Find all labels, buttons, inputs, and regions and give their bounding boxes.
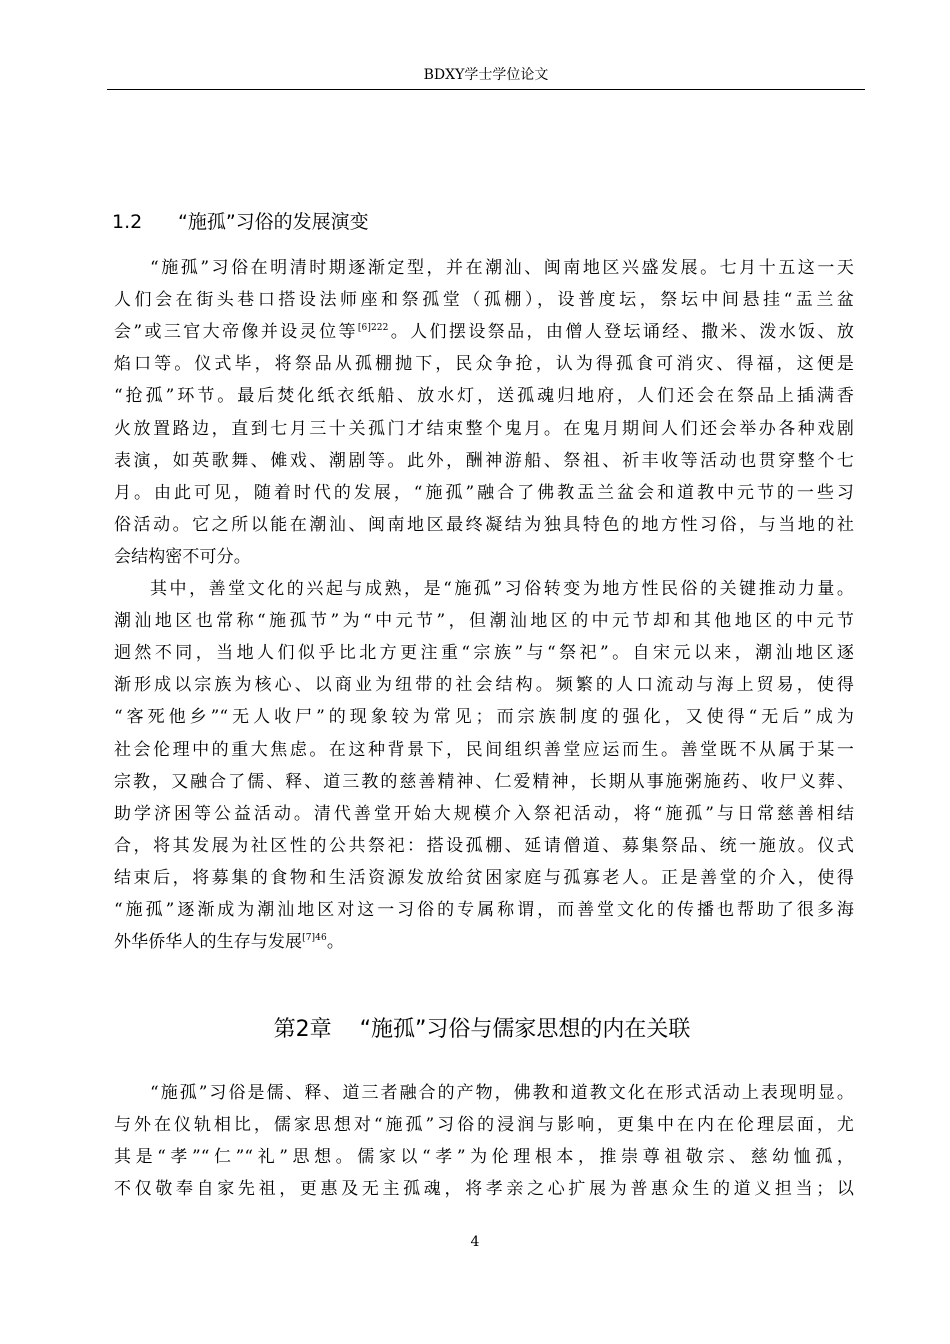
section-title: “施孤”习俗的发展演变: [178, 211, 369, 233]
text-line: 迥然不同，当地人们似乎比北方更注重“宗族”与“祭祀”。自宋元以来，潮汕地区逐: [114, 643, 854, 664]
text-line: 月。由此可见，随着时代的发展，“施孤”融合了佛教盂兰盆会和道教中元节的一些习: [114, 482, 854, 503]
citation-superscript: [7]46: [302, 933, 327, 944]
text-line: 俗活动。它之所以能在潮汕、闽南地区最终凝结为独具特色的地方性习俗，与当地的社: [114, 514, 854, 535]
line-text: 外华侨华人的生存与发展: [114, 932, 303, 953]
text-line: [114, 927, 854, 957]
text-line: 焰口等。仪式毕，将祭品从孤棚抛下，民众争抢，认为得孤食可消灾、得福，这便是: [114, 354, 854, 375]
line-text: 。人们摆设祭品，由僧人登坛诵经、撒米、泼水饭、放: [388, 322, 854, 343]
chapter-heading: [112, 1014, 852, 1046]
section-number: 1.2: [112, 211, 143, 233]
text-line: 表演，如英歌舞、傩戏、潮剧等。此外，酬神游船、祭祖、祈丰收等活动也贯穿整个七: [114, 450, 854, 471]
text-line: 宗教，又融合了儒、释、道三教的慈善精神、仁爱精神，长期从事施粥施药、收尸义葬、: [114, 771, 854, 792]
page-number: 4: [470, 1234, 480, 1250]
text-line: 会结构密不可分。: [114, 546, 251, 567]
citation-superscript: [6]222: [357, 323, 389, 334]
text-line: 合，将其发展为社区性的公共祭祀：搭设孤棚、延请僧道、募集祭品、统一施放。仪式: [114, 835, 854, 856]
text-line: 火放置路边，直到七月三十关孤门才结束整个鬼月。在鬼月期间人们还会举办各种戏剧: [114, 418, 854, 439]
text-line: 渐形成以宗族为核心、以商业为纽带的社会结构。频繁的人口流动与海上贸易，使得: [114, 675, 854, 696]
text-line: “施孤”逐渐成为潮汕地区对这一习俗的专属称谓，而善堂文化的传播也帮助了很多海: [114, 900, 854, 920]
text-line: 与外在仪轨相比，儒家思想对“施孤”习俗的浸润与影响，更集中在内在伦理层面，尤: [114, 1115, 854, 1136]
header-rule: [107, 89, 865, 90]
line-text: 会”或三官大帝像并设灵位等: [114, 322, 358, 343]
text-line: 社会伦理中的重大焦虑。在这种背景下，民间组织善堂应运而生。善堂既不从属于某一: [114, 739, 854, 760]
text-line: 其中，善堂文化的兴起与成熟，是“施孤”习俗转变为地方性民俗的关键推动力量。: [150, 579, 854, 599]
running-header: BDXY学士学位论文: [423, 67, 549, 83]
text-line: 助学济困等公益活动。清代善堂开始大规模介入祭祀活动，将“施孤”与日常慈善相结: [114, 803, 854, 824]
text-line: 结束后，将募集的食物和生活资源发放给贫困家庭与孤寡老人。正是善堂的介入，使得: [114, 867, 854, 888]
text-line: “抢孤”环节。最后焚化纸衣纸船、放水灯，送孤魂归地府，人们还会在祭品上插满香: [114, 386, 854, 407]
text-line: “施孤”习俗是儒、释、道三者融合的产物，佛教和道教文化在形式活动上表现明显。: [150, 1083, 854, 1103]
text-line: 其是“孝”“仁”“礼”思想。儒家以“孝”为伦理根本，推崇尊祖敬宗、慈幼恤孤，: [114, 1147, 854, 1168]
text-line: 潮汕地区也常称“施孤节”为“中元节”，但潮汕地区的中元节却和其他地区的中元节: [114, 611, 854, 632]
text-line: “施孤”习俗在明清时期逐渐定型，并在潮汕、闽南地区兴盛发展。七月十五这一天: [150, 258, 854, 278]
text-line: “客死他乡”“无人收尸”的现象较为常见；而宗族制度的强化，又使得“无后”成为: [114, 707, 854, 728]
line-text: 。: [326, 932, 344, 953]
text-line: [114, 317, 854, 347]
text-line: 人们会在街头巷口搭设法师座和祭孤堂（孤棚），设普度坛，祭坛中间悬挂“盂兰盆: [114, 290, 854, 311]
text-line: 不仅敬奉自家先祖，更惠及无主孤魂，将孝亲之心扩展为普惠众生的道义担当；以: [114, 1179, 854, 1200]
section-heading: [112, 209, 852, 235]
chapter-title: “施孤”习俗与儒家思想的内在关联: [359, 1017, 691, 1042]
chapter-number: 第2章: [273, 1017, 332, 1042]
